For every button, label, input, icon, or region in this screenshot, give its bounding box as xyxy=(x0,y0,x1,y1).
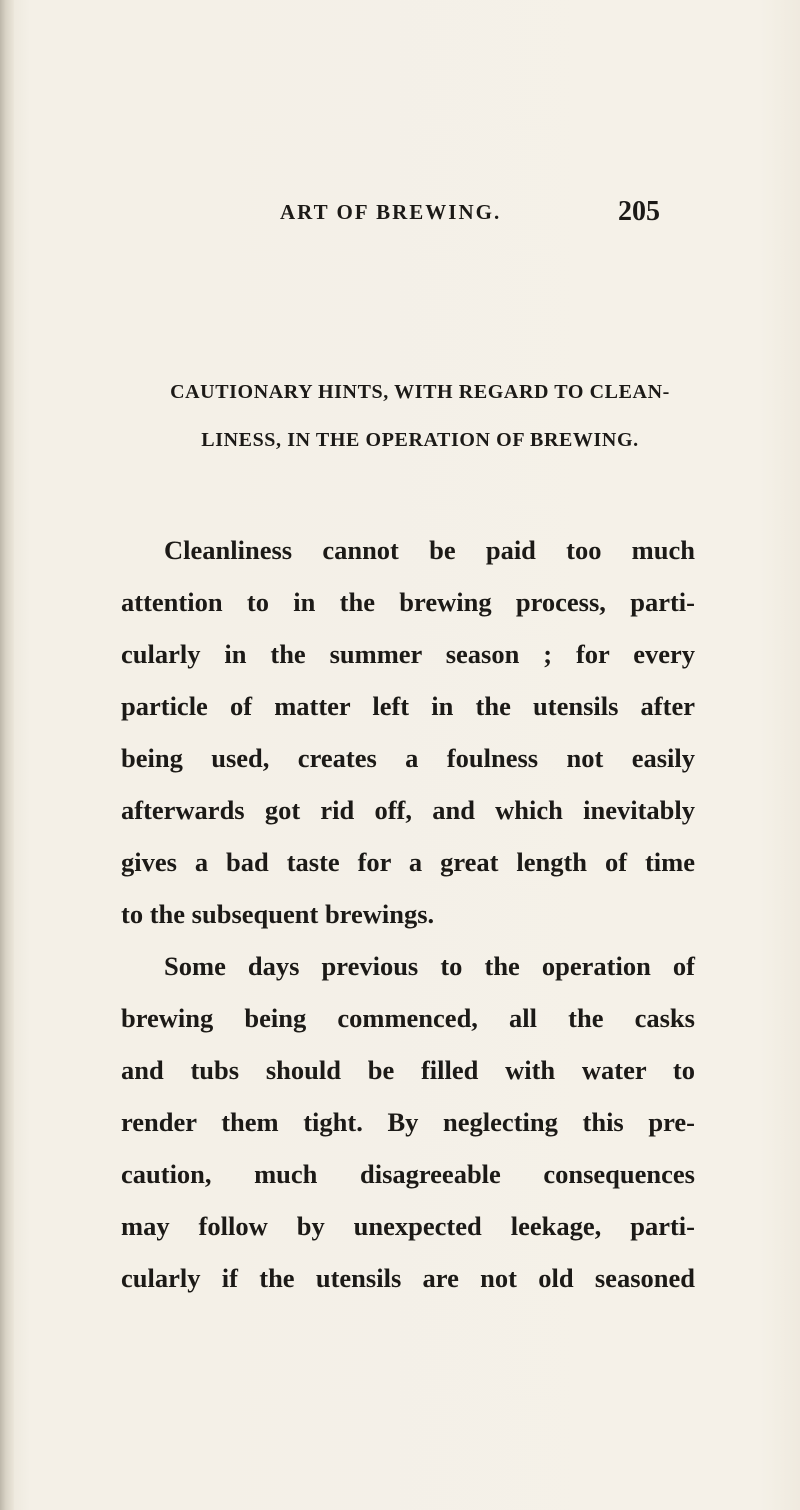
paragraph-1-line: to the subsequent brewings. xyxy=(121,899,435,929)
running-head xyxy=(280,196,700,232)
paragraph-1-line: Cleanliness cannot be paid too much xyxy=(164,535,695,565)
paragraph-2-line: caution, much disagreeable consequences xyxy=(121,1159,695,1189)
page-binding-edge xyxy=(0,0,14,1510)
body-text xyxy=(121,524,695,1304)
section-heading-line: CAUTIONARY HINTS, WITH REGARD TO CLEAN- xyxy=(170,381,670,403)
paragraph-1-line: cularly in the summer season ; for every xyxy=(121,639,695,669)
paragraph-2-line: brewing being commenced, all the casks xyxy=(121,1003,695,1033)
paragraph-2-line: may follow by unexpected leekage, parti- xyxy=(121,1211,695,1241)
running-title: ART OF BREWING. xyxy=(280,200,502,224)
section-heading-line: LINESS, IN THE OPERATION OF BREWING. xyxy=(201,429,639,451)
paragraph-1-line: gives a bad taste for a great length of time xyxy=(121,847,695,877)
paragraph-2-line: and tubs should be filled with water to xyxy=(121,1055,695,1085)
paragraph-2-line: Some days previous to the operation of xyxy=(164,951,695,981)
paragraph-2-line: cularly if the utensils are not old seasoned xyxy=(121,1263,695,1293)
section-heading xyxy=(100,368,740,464)
paragraph-1-line: afterwards got rid off, and which inevitably xyxy=(121,795,695,825)
paragraph-1-line: attention to in the brewing process, parti- xyxy=(121,587,695,617)
paragraph-2-line: render them tight. By neglecting this pre- xyxy=(121,1107,695,1137)
page-number: 205 xyxy=(618,196,660,227)
paragraph-1-line: particle of matter left in the utensils after xyxy=(121,691,695,721)
paragraph-1-line: being used, creates a foulness not easily xyxy=(121,743,695,773)
